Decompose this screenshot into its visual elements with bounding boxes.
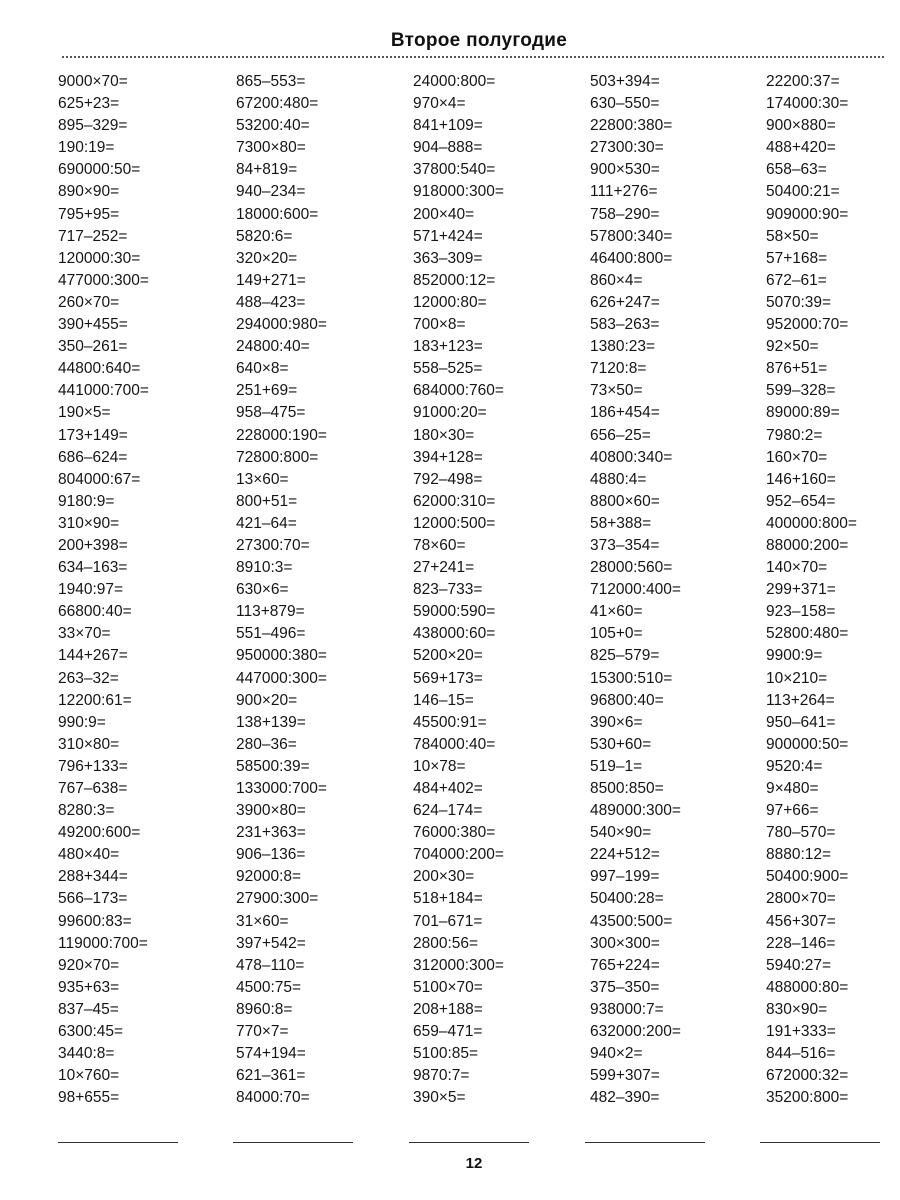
exercise-item: 9180:9= (58, 492, 115, 510)
exercise-item: 228–146= (766, 934, 836, 952)
exercise-item: 970×4= (413, 95, 466, 113)
exercise-column-4 (590, 71, 750, 1109)
exercise-item: 8910:3= (236, 559, 293, 577)
exercise-item: 191+333= (766, 1023, 836, 1041)
exercise-item: 98+655= (58, 1089, 120, 1107)
exercise-item: 421–64= (236, 514, 297, 532)
answer-line (585, 1142, 705, 1143)
exercise-item: 630–550= (590, 95, 660, 113)
exercise-item: 183+123= (413, 338, 483, 356)
exercise-item: 447000:300= (236, 669, 327, 687)
exercise-item: 1380:23= (590, 338, 656, 356)
exercise-item: 940–234= (236, 183, 306, 201)
answer-line (233, 1142, 353, 1143)
exercise-column-2 (236, 71, 396, 1109)
exercise-item: 97+66= (766, 802, 819, 820)
exercise-item: 876+51= (766, 360, 828, 378)
exercise-item: 7120:8= (590, 360, 647, 378)
exercise-item: 5940:27= (766, 956, 832, 974)
exercise-columns (58, 71, 888, 1131)
exercise-item: 656–25= (590, 426, 651, 444)
exercise-item: 113+879= (236, 603, 305, 621)
exercise-item: 58×50= (766, 227, 819, 245)
exercise-item: 704000:200= (413, 846, 504, 864)
exercise-item: 397+542= (236, 934, 306, 952)
exercise-item: 400000:800= (766, 514, 857, 532)
exercise-item: 865–553= (236, 73, 306, 90)
exercise-item: 767–638= (58, 780, 128, 797)
exercise-item: 765+224= (590, 956, 660, 974)
exercise-item: 658–63= (766, 161, 827, 179)
exercise-item: 3900×80= (236, 802, 306, 820)
exercise-item: 823–733= (413, 581, 483, 599)
exercise-item: 477000:300= (58, 271, 149, 289)
exercise-item: 5820:6= (236, 227, 293, 245)
exercise-item: 10×760= (58, 1067, 120, 1085)
exercise-item: 8880:12= (766, 846, 832, 864)
exercise-item: 626+247= (590, 293, 660, 311)
exercise-item: 518+184= (413, 890, 483, 908)
exercise-item: 146+160= (766, 470, 836, 488)
exercise-item: 640×8= (236, 360, 289, 378)
exercise-item: 784000:40= (413, 735, 496, 753)
exercise-item: 571+424= (413, 227, 483, 245)
exercise-item: 58500:39= (236, 757, 310, 775)
exercise-item: 712000:400= (590, 581, 681, 599)
exercise-item: 13×60= (236, 470, 289, 488)
exercise-item: 50400:900= (766, 868, 849, 886)
exercise-item: 852000:12= (413, 271, 496, 289)
exercise-item: 200×30= (413, 868, 475, 886)
exercise-item: 390×6= (590, 713, 643, 731)
exercise-item: 717–252= (58, 227, 128, 245)
exercise-item: 441000:700= (58, 382, 149, 400)
exercise-item: 310×80= (58, 735, 120, 753)
exercise-item: 22200:37= (766, 73, 840, 90)
exercise-item: 478–110= (236, 956, 305, 974)
exercise-item: 58+388= (590, 514, 652, 532)
exercise-item: 92000:8= (236, 868, 302, 886)
exercise-item: 72800:800= (236, 448, 319, 466)
exercise-item: 133000:700= (236, 780, 327, 797)
exercise-item: 672–61= (766, 271, 827, 289)
exercise-item: 44800:640= (58, 360, 141, 378)
exercise-item: 488+420= (766, 139, 836, 157)
exercise-item: 228000:190= (236, 426, 327, 444)
exercise-item: 9000×70= (58, 73, 128, 90)
exercise-item: 160×70= (766, 448, 828, 466)
exercise-item: 35200:800= (766, 1089, 849, 1107)
exercise-item: 625+23= (58, 95, 120, 113)
exercise-item: 9900:9= (766, 647, 823, 665)
exercise-item: 45500:91= (413, 713, 487, 731)
exercise-item: 92×50= (766, 338, 819, 356)
exercise-item: 96800:40= (590, 691, 664, 709)
exercise-item: 5200×20= (413, 647, 483, 665)
exercise-item: 825–579= (590, 647, 660, 665)
exercise-item: 7300×80= (236, 139, 306, 157)
exercise-item: 390×5= (413, 1089, 466, 1107)
exercise-item: 66800:40= (58, 603, 132, 621)
exercise-item: 62000:310= (413, 492, 496, 510)
exercise-item: 574+194= (236, 1045, 306, 1063)
exercise-item: 288+344= (58, 868, 128, 886)
exercise-item: 24000:800= (413, 73, 496, 90)
exercise-item: 684000:760= (413, 382, 504, 400)
exercise-item: 844–516= (766, 1045, 836, 1063)
exercise-item: 88000:200= (766, 536, 849, 554)
exercise-item: 84+819= (236, 161, 298, 179)
exercise-column-3 (413, 71, 573, 1109)
exercise-item: 530+60= (590, 735, 652, 753)
exercise-item: 9870:7= (413, 1067, 470, 1085)
exercise-item: 99600:83= (58, 912, 132, 930)
exercise-item: 484+402= (413, 780, 483, 797)
exercise-item: 830×90= (766, 1000, 828, 1018)
exercise-item: 558–525= (413, 360, 483, 378)
exercise-item: 624–174= (413, 802, 483, 820)
exercise-item: 900×530= (590, 161, 660, 179)
exercise-item: 438000:60= (413, 625, 496, 643)
exercise-item: 8960:8= (236, 1000, 293, 1018)
exercise-item: 373–354= (590, 536, 660, 554)
exercise-item: 33×70= (58, 625, 111, 643)
exercise-item: 320×20= (236, 249, 298, 267)
exercise-item: 795+95= (58, 205, 120, 223)
exercise-item: 895–329= (58, 117, 128, 135)
exercise-item: 280–36= (236, 735, 297, 753)
exercise-item: 12200:61= (58, 691, 132, 709)
exercise-item: 53200:40= (236, 117, 310, 135)
exercise-item: 583–263= (590, 316, 660, 334)
exercise-item: 146–15= (413, 691, 474, 709)
exercise-item: 8500:850= (590, 780, 664, 797)
exercise-item: 900×880= (766, 117, 836, 135)
exercise-item: 89000:89= (766, 404, 840, 422)
exercise-item: 119000:700= (58, 934, 148, 952)
exercise-item: 923–158= (766, 603, 836, 621)
exercise-item: 997–199= (590, 868, 660, 886)
exercise-item: 7980:2= (766, 426, 823, 444)
exercise-item: 12000:80= (413, 293, 487, 311)
exercise-item: 480×40= (58, 846, 120, 864)
exercise-item: 310×90= (58, 514, 120, 532)
exercise-item: 904–888= (413, 139, 483, 157)
exercise-item: 50400:21= (766, 183, 840, 201)
exercise-item: 174000:30= (766, 95, 849, 113)
exercise-item: 860×4= (590, 271, 643, 289)
exercise-item: 890×90= (58, 183, 120, 201)
exercise-item: 350–261= (58, 338, 128, 356)
exercise-item: 15300:510= (590, 669, 673, 687)
exercise-item: 938000:7= (590, 1000, 664, 1018)
exercise-item: 1940:97= (58, 581, 124, 599)
exercise-item: 190×5= (58, 404, 111, 422)
exercise-item: 770×7= (236, 1023, 289, 1041)
exercise-item: 690000:50= (58, 161, 141, 179)
exercise-item: 918000:300= (413, 183, 504, 201)
answer-line (58, 1142, 178, 1143)
exercise-item: 800+51= (236, 492, 298, 510)
exercise-item: 3440:8= (58, 1045, 115, 1063)
exercise-item: 12000:500= (413, 514, 496, 532)
exercise-item: 27+241= (413, 559, 475, 577)
exercise-item: 76000:380= (413, 824, 496, 842)
exercise-item: 909000:90= (766, 205, 849, 223)
exercise-item: 46400:800= (590, 249, 673, 267)
exercise-item: 5070:39= (766, 293, 832, 311)
exercise-item: 27900:300= (236, 890, 319, 908)
exercise-item: 138+139= (236, 713, 306, 731)
exercise-item: 50400:28= (590, 890, 664, 908)
exercise-item: 906–136= (236, 846, 306, 864)
exercise-item: 599–328= (766, 382, 836, 400)
exercise-item: 394+128= (413, 448, 483, 466)
exercise-item: 701–671= (413, 912, 483, 930)
exercise-item: 9520:4= (766, 757, 823, 775)
exercise-item: 27300:30= (590, 139, 664, 157)
exercise-item: 144+267= (58, 647, 128, 665)
exercise-item: 186+454= (590, 404, 660, 422)
exercise-item: 950–641= (766, 713, 836, 731)
exercise-item: 488–423= (236, 293, 306, 311)
exercise-item: 519–1= (590, 757, 643, 775)
exercise-item: 900×20= (236, 691, 298, 709)
exercise-item: 24800:40= (236, 338, 310, 356)
exercise-item: 52800:480= (766, 625, 849, 643)
exercise-item: 300×300= (590, 934, 660, 952)
exercise-item: 9×480= (766, 780, 819, 797)
exercise-item: 780–570= (766, 824, 836, 842)
exercise-item: 260×70= (58, 293, 120, 311)
exercise-item: 569+173= (413, 669, 483, 687)
exercise-item: 700×8= (413, 316, 466, 334)
exercise-item: 28000:560= (590, 559, 673, 577)
exercise-item: 6300:45= (58, 1023, 124, 1041)
exercise-item: 105+0= (590, 625, 643, 643)
exercise-item: 920×70= (58, 956, 120, 974)
exercise-item: 950000:380= (236, 647, 327, 665)
exercise-item: 59000:590= (413, 603, 496, 621)
exercise-item: 31×60= (236, 912, 289, 930)
exercise-item: 551–496= (236, 625, 306, 643)
exercise-item: 503+394= (590, 73, 660, 90)
exercise-item: 804000:67= (58, 470, 141, 488)
exercise-item: 5100:85= (413, 1045, 479, 1063)
exercise-item: 8280:3= (58, 802, 115, 820)
exercise-item: 540×90= (590, 824, 652, 842)
exercise-item: 67200:480= (236, 95, 319, 113)
exercise-item: 456+307= (766, 912, 836, 930)
exercise-item: 2800:56= (413, 934, 479, 952)
exercise-item: 113+264= (766, 691, 835, 709)
exercise-item: 91000:20= (413, 404, 487, 422)
exercise-item: 57+168= (766, 249, 828, 267)
exercise-item: 43500:500= (590, 912, 673, 930)
exercise-item: 10×210= (766, 669, 828, 687)
exercise-column-1 (58, 71, 218, 1109)
exercise-item: 900000:50= (766, 735, 849, 753)
exercise-item: 263–32= (58, 669, 119, 687)
exercise-item: 390+455= (58, 316, 128, 334)
exercise-item: 4500:75= (236, 978, 302, 996)
exercise-item: 634–163= (58, 559, 128, 577)
exercise-item: 8800×60= (590, 492, 660, 510)
exercise-item: 299+371= (766, 581, 836, 599)
exercise-item: 251+69= (236, 382, 298, 400)
exercise-item: 224+512= (590, 846, 660, 864)
exercise-column-5 (766, 71, 900, 1109)
exercise-item: 482–390= (590, 1089, 660, 1107)
exercise-item: 111+276= (590, 183, 658, 201)
exercise-item: 686–624= (58, 448, 128, 466)
exercise-item: 958–475= (236, 404, 306, 422)
exercise-item: 208+188= (413, 1000, 483, 1018)
exercise-item: 990:9= (58, 713, 106, 731)
exercise-item: 41×60= (590, 603, 643, 621)
exercise-item: 935+63= (58, 978, 120, 996)
exercise-item: 566–173= (58, 890, 128, 908)
exercise-item: 190:19= (58, 139, 115, 157)
page-number: 12 (465, 1155, 483, 1172)
exercise-item: 22800:380= (590, 117, 673, 135)
exercise-item: 27300:70= (236, 536, 310, 554)
exercise-item: 952000:70= (766, 316, 849, 334)
exercise-item: 10×78= (413, 757, 466, 775)
exercise-item: 488000:80= (766, 978, 849, 996)
exercise-item: 37800:540= (413, 161, 496, 179)
exercise-item: 173+149= (58, 426, 128, 444)
exercise-item: 375–350= (590, 978, 660, 996)
exercise-item: 312000:300= (413, 956, 504, 974)
exercise-item: 140×70= (766, 559, 828, 577)
exercise-item: 84000:70= (236, 1089, 310, 1107)
exercise-item: 630×6= (236, 581, 289, 599)
exercise-item: 149+271= (236, 271, 306, 289)
exercise-item: 841+109= (413, 117, 483, 135)
exercise-item: 672000:32= (766, 1067, 849, 1085)
answer-line (409, 1142, 529, 1143)
exercise-item: 796+133= (58, 757, 128, 775)
exercise-item: 5100×70= (413, 978, 483, 996)
exercise-item: 73×50= (590, 382, 643, 400)
exercise-item: 231+363= (236, 824, 306, 842)
exercise-item: 940×2= (590, 1045, 643, 1063)
exercise-item: 489000:300= (590, 802, 681, 820)
exercise-item: 57800:340= (590, 227, 673, 245)
exercise-item: 632000:200= (590, 1023, 681, 1041)
exercise-item: 4880:4= (590, 470, 647, 488)
exercise-item: 621–361= (236, 1067, 306, 1085)
exercise-item: 180×30= (413, 426, 475, 444)
exercise-item: 120000:30= (58, 249, 141, 267)
exercise-item: 294000:980= (236, 316, 327, 334)
exercise-item: 659–471= (413, 1023, 483, 1041)
exercise-item: 200+398= (58, 536, 128, 554)
exercise-item: 49200:600= (58, 824, 141, 842)
title-divider (62, 56, 884, 58)
answer-line (760, 1142, 880, 1143)
exercise-item: 200×40= (413, 205, 475, 223)
exercise-item: 2800×70= (766, 890, 836, 908)
exercise-item: 78×60= (413, 536, 466, 554)
exercise-item: 599+307= (590, 1067, 660, 1085)
exercise-item: 952–654= (766, 492, 836, 510)
exercise-item: 40800:340= (590, 448, 673, 466)
exercise-item: 837–45= (58, 1000, 119, 1018)
exercise-item: 792–498= (413, 470, 483, 488)
page-title: Второе полугодие (390, 30, 568, 51)
exercise-item: 363–309= (413, 249, 483, 267)
exercise-item: 758–290= (590, 205, 660, 223)
exercise-item: 18000:600= (236, 205, 319, 223)
